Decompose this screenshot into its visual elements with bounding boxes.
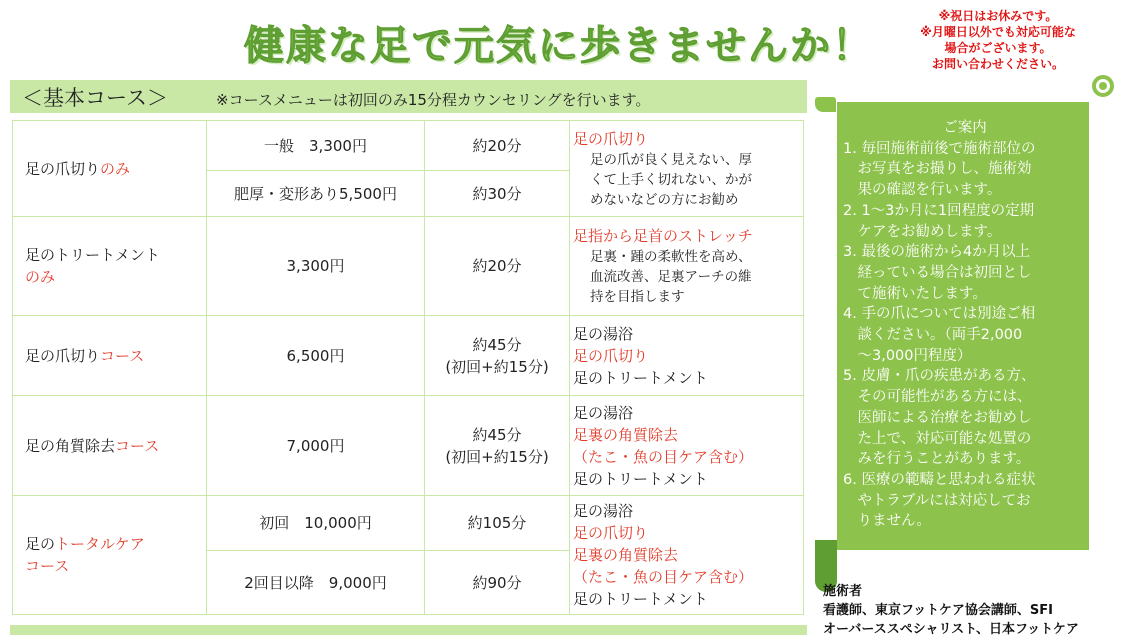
description-line: 持を目指します (590, 289, 685, 305)
table-row (13, 217, 804, 316)
course-name (13, 217, 207, 316)
guide-line: その可能性がある方には、 (843, 389, 1032, 406)
description-line: 足のトリートメント (573, 469, 708, 488)
practitioner-info (823, 582, 1079, 639)
price-cell: 6,500円 (207, 316, 425, 396)
description-cell (570, 316, 804, 396)
practitioner-credentials: 看護師、東京フットケア協会講師、SFI (823, 603, 1053, 618)
time-note: (初回+約15分) (445, 447, 549, 466)
description-line: 足の湯浴 (573, 403, 634, 422)
time-cell: 約105分 (425, 496, 570, 551)
description-line: 足裏・踵の柔軟性を高め、 (590, 249, 752, 265)
course-name (13, 496, 207, 615)
time-cell: 約30分 (425, 171, 570, 217)
guide-line: 2. 1～3か月に1回程度の定期 (843, 202, 1035, 219)
guide-line: 5. 皮膚・爪の疾患がある方、 (843, 368, 1036, 385)
course-name-text: 足の爪切り (25, 346, 101, 365)
course-name-text: 足のトリートメント (25, 246, 160, 264)
price-cell: 肥厚・変形あり5,500円 (207, 171, 425, 217)
guide-line: た上で、対応可能な処置の (843, 430, 1032, 447)
guide-line: 1. 毎回施術前後で施術部位の (843, 140, 1036, 157)
time-text: 約45分 (472, 425, 522, 444)
course-name-accent: のみ (100, 159, 131, 178)
holiday-notice (892, 8, 1104, 72)
description-cell (570, 217, 804, 316)
course-name-accent: コース (115, 436, 160, 455)
guide-line: 経っている場合は初回とし (843, 264, 1032, 281)
notice-line: 場合がございます。 (944, 41, 1052, 55)
table-row (13, 396, 804, 496)
price-cell: 初回 10,000円 (207, 496, 425, 551)
description-line: （たこ・魚の目ケア含む） (573, 447, 754, 466)
guide-line: 3. 最後の施術から4か月以上 (843, 244, 1031, 261)
time-note: (初回+約15分) (445, 357, 549, 376)
course-name-accent: コース (25, 557, 70, 575)
description-line: 足のトリートメント (573, 590, 708, 608)
description-cell (570, 496, 804, 615)
description-line: 足裏の角質除去 (573, 425, 679, 444)
table-row (13, 121, 804, 171)
page-title: 健康な足で元気に歩きませんか！ (244, 23, 874, 69)
guide-line: みを行うことがあります。 (843, 451, 1031, 468)
description-line: 血流改善、足裏アーチの維 (590, 269, 752, 285)
description-cell (570, 121, 804, 217)
guide-heading: ご案内 (943, 120, 987, 136)
guide-line: ～3,000円程度） (843, 347, 972, 364)
course-name-text: 足の角質除去 (25, 436, 116, 455)
course-name (13, 396, 207, 496)
price-cell: 3,300円 (207, 217, 425, 316)
course-name-accent: コース (100, 346, 145, 365)
price-cell: 7,000円 (207, 396, 425, 496)
guide-line: やトラブルには対応してお (843, 492, 1031, 509)
course-name (13, 316, 207, 396)
price-cell: 一般 3,300円 (207, 121, 425, 171)
time-cell: 約20分 (425, 121, 570, 171)
time-cell: 約20分 (425, 217, 570, 316)
description-title: 足指から足首のストレッチ (573, 227, 753, 245)
course-name-accent: トータルケア (55, 535, 145, 553)
guide-line: 4. 手の爪については別途ご相 (843, 306, 1036, 323)
guide-line: て施術いたします。 (843, 285, 987, 302)
description-line: 足の湯浴 (573, 502, 634, 520)
notice-line: ※祝日はお休みです。 (938, 9, 1058, 23)
time-text: 約45分 (472, 335, 522, 354)
course-table (12, 120, 804, 615)
description-line: 足の爪切り (573, 346, 649, 365)
table-row (13, 496, 804, 551)
description-line: 足の爪切り (573, 524, 649, 542)
time-cell (425, 316, 570, 396)
description-line: 足のトリートメント (573, 368, 708, 387)
course-note: ※コースメニューは初回のみ15分程カウンセリングを行います。 (216, 91, 651, 109)
price-cell: 2回目以降 9,000円 (207, 551, 425, 615)
description-title: 足の爪切り (573, 129, 649, 148)
guide-line: 果の確認を行います。 (843, 182, 1002, 199)
description-line: 足の湯浴 (573, 324, 634, 343)
time-cell (425, 396, 570, 496)
notice-line: お問い合わせください。 (931, 57, 1064, 71)
guide-line: お写真をお撮りし、施術効 (843, 161, 1032, 178)
notice-line: ※月曜日以外でも対応可能な (920, 25, 1076, 39)
guide-line: りません。 (843, 513, 931, 530)
description-line: 足裏の角質除去 (573, 546, 679, 564)
course-name-text: 足の (25, 535, 56, 553)
guide-panel-text (843, 118, 1087, 532)
description-line: （たこ・魚の目ケア含む） (573, 568, 754, 586)
practitioner-label: 施術者 (823, 584, 863, 599)
footer-band (10, 625, 807, 635)
time-cell: 約90分 (425, 551, 570, 615)
scroll-top-roll (815, 97, 836, 112)
scroll-curl-dot (1099, 82, 1107, 90)
course-title: ＜基本コース＞ (22, 86, 168, 110)
description-line: 足の爪が良く見えない、厚 (590, 151, 752, 168)
course-name-accent: のみ (25, 268, 56, 286)
guide-line: 談ください。（両手2,000 (843, 327, 1023, 344)
description-line: めないなどの方にお勧め (590, 191, 739, 208)
guide-line: 6. 医療の範疇と思われる症状 (843, 471, 1036, 488)
practitioner-credentials: オーバーススペシャリスト、日本フットケア (823, 622, 1079, 637)
description-cell (570, 396, 804, 496)
course-name (13, 121, 207, 217)
table-row (13, 316, 804, 396)
guide-line: 医師による治療をお勧めし (843, 409, 1032, 426)
guide-line: ケアをお勧めします。 (843, 223, 1002, 240)
course-name-text: 足の爪切り (25, 159, 101, 178)
description-line: くて上手く切れない、かが (590, 171, 752, 188)
